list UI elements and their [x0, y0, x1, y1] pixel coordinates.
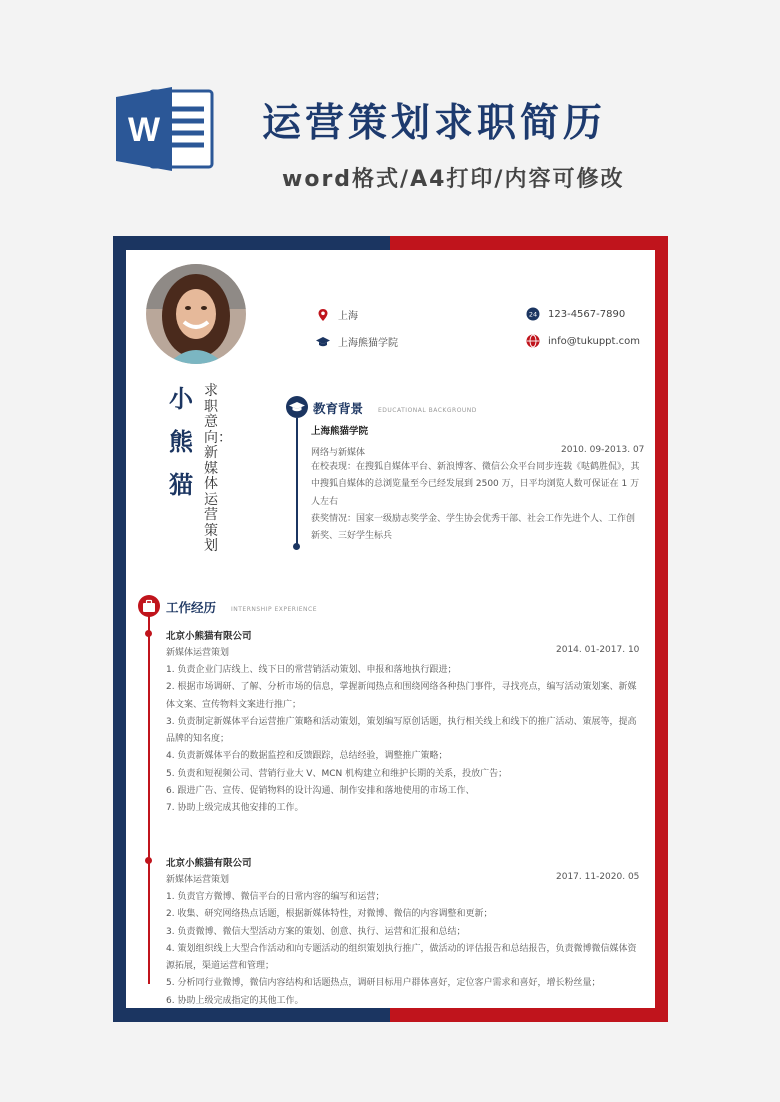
education-awards: 获奖情况：国家一级励志奖学金、学生协会优秀干部、社会工作先进个人、工作创新奖、三好学生标兵: [311, 514, 636, 542]
education-school: 上海熊猫学院: [311, 426, 369, 437]
job-company: 北京小熊猫有限公司: [166, 631, 252, 642]
job-duty: 2. 根据市场调研、了解、分析市场的信息，掌握新闻热点和围绕网络各种热门事件，寻找亮点，编写活动策划案、新媒体文案、宣传物料文案进行推广；: [166, 682, 637, 710]
job-duty: 5. 负责和短视频公司、营销行业大 V、MCN 机构建立和维护长期的关系，投放广告；: [166, 768, 508, 779]
svg-text:24: 24: [528, 310, 538, 319]
globe-icon: [526, 334, 540, 348]
education-timeline-dot: [293, 543, 300, 550]
candidate-name: 小熊猫: [169, 385, 193, 499]
job-duty: 3. 负责制定新媒体平台运营推广策略和活动策划，策划编写原创话题，执行相关线上和线下的推广活动、策展等，提高品牌的知名度；: [166, 716, 637, 745]
education-section-subtitle: EDUCATIONAL BACKGROUND: [378, 407, 477, 414]
resume-frame: [113, 236, 668, 1022]
word-logo-letter: W: [127, 111, 161, 149]
job-duty: 1. 负责官方微博、微信平台的日常内容的编写和运营；: [166, 892, 385, 902]
job-duty: 6. 协助上级完成指定的其他工作。: [166, 995, 304, 1006]
education-date: 2010. 09-2013. 07: [561, 445, 645, 455]
job-position: 新媒体运营策划: [166, 648, 230, 658]
phone-24h-icon: [526, 307, 540, 321]
graduation-cap-icon: [316, 335, 330, 349]
work-section-title: 工作经历: [166, 600, 217, 615]
contact-phone-text: 123-4567-7890: [548, 308, 626, 320]
job-date: 2017. 11-2020. 05: [556, 872, 640, 882]
education-section-title: 教育背景: [313, 401, 364, 416]
job-duty: 4. 策划组织线上大型合作活动和向专题活动的组织策划执行推广，做活动的评估报告和总结报告，负责微博微信媒体资源拓展，渠道运营和管理；: [166, 943, 637, 972]
job-duty: 2. 收集、研究网络热点话题，根据新媒体特性，对微博、微信的内容调整和更新；: [166, 909, 493, 920]
work-timeline-dot: [145, 630, 152, 637]
education-section-icon: [286, 396, 308, 418]
work-timeline-line: [148, 616, 150, 984]
contact-school: [316, 334, 398, 349]
job-duty: 5. 分析同行业微博，微信内容结构和话题热点，调研目标用户群体喜好，定位客户需求和喜好，增长粉丝量；: [166, 978, 601, 989]
education-major: 网络与新媒体: [311, 448, 366, 458]
location-pin-icon: [316, 308, 330, 322]
job-duties: [166, 889, 644, 1010]
job-duty: 4. 负责新媒体平台的数据监控和反馈跟踪，总结经验，调整推广策略；: [166, 751, 448, 762]
work-section-subtitle: INTERNSHIP EXPERIENCE: [231, 606, 317, 613]
work-timeline-dot: [145, 857, 152, 864]
resume-paper: [126, 250, 655, 1008]
avatar: [146, 264, 246, 364]
job-duty: 1. 负责企业门店线上、线下日的常营销活动策划、申报和落地执行跟进；: [166, 665, 457, 675]
job-position: 新媒体运营策划: [166, 875, 230, 885]
job-company: 北京小熊猫有限公司: [166, 858, 252, 869]
job-duty: 6. 跟进广告、宣传、促销物料的设计沟通、制作安排和落地使用的市场工作、: [166, 786, 475, 797]
contact-school-text: 上海熊猫学院: [338, 338, 398, 349]
contact-location-text: 上海: [338, 311, 358, 322]
job-duties: [166, 662, 644, 818]
contact-email: [526, 334, 640, 348]
page-subtitle: word格式/A4打印/内容可修改: [282, 167, 625, 192]
job-duty: 3. 负责微博、微信大型活动方案的策划、创意、执行、运营和汇报和总结；: [166, 926, 466, 937]
education-performance: 在校表现：在搜狐自媒体平台、新浪博客、微信公众平台同步连载《哒鹤胜侃》，其中搜狐自媒体的总浏览量至今已经发展到 2500 万，日平均浏览人数可保证在 1 万人左右: [311, 462, 640, 507]
job-intent: 求职意向：新媒体运营策划: [204, 383, 232, 554]
job-duty: 7. 协助上级完成其他安排的工作。: [166, 803, 304, 814]
job-date: 2014. 01-2017. 10: [556, 645, 640, 655]
contact-location: [316, 307, 358, 322]
work-section-icon: [138, 595, 160, 617]
contact-phone: [526, 307, 625, 321]
word-logo-icon: [112, 83, 220, 175]
page-title: 运营策划求职简历: [262, 101, 607, 146]
page-header: [0, 0, 780, 230]
education-timeline-line: [296, 418, 298, 546]
contact-email-text: info@tukuppt.com: [548, 335, 640, 347]
